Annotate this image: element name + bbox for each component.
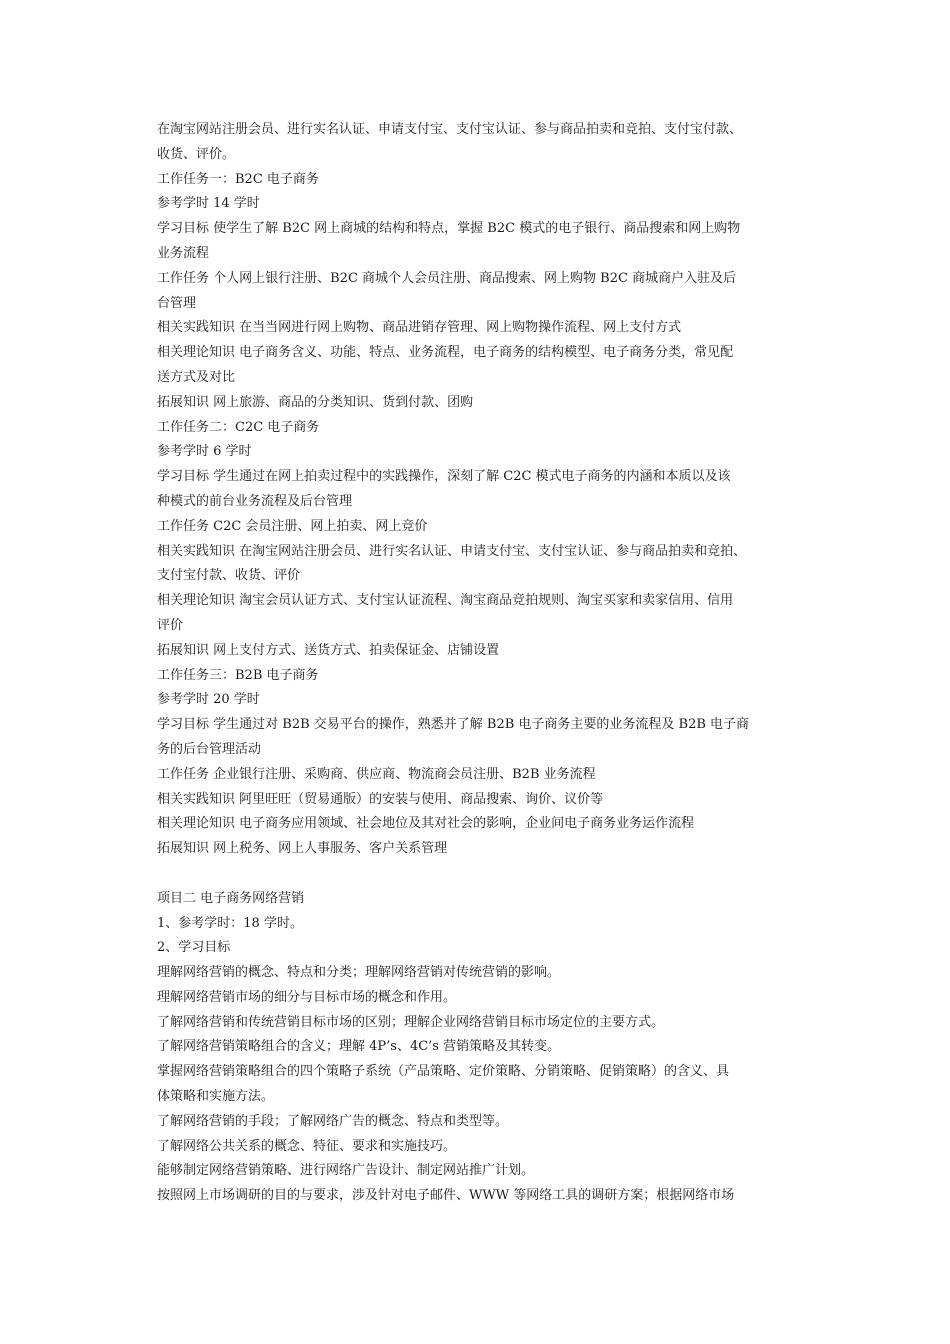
- text-line: 务的后台管理活动: [157, 741, 262, 757]
- text-line: 1、参考学时：18 学时。: [157, 915, 303, 931]
- text-line: 能够制定网络营销策略、进行网络广告设计、制定网站推广计划。: [157, 1163, 535, 1179]
- text-line: 工作任务一：B2C 电子商务: [157, 171, 319, 187]
- section-project-two: [157, 887, 797, 1209]
- text-line: 拓展知识 网上旅游、商品的分类知识、货到付款、团购: [157, 394, 474, 410]
- text-line: 工作任务二：C2C 电子商务: [157, 419, 320, 435]
- text-line: 理解网络营销的概念、特点和分类；理解网络营销对传统营销的影响。: [157, 965, 561, 981]
- text-line: 相关理论知识 电子商务含义、功能、特点、业务流程，电子商务的结构模型、电子商务分类，常见配: [157, 345, 734, 361]
- text-line: 相关理论知识 淘宝会员认证方式、支付宝认证流程、淘宝商品竞拍规则、淘宝买家和卖家信用、信用: [157, 593, 734, 609]
- section-project-one-tasks: [157, 118, 797, 862]
- document-body: [157, 118, 797, 1209]
- text-line: 了解网络营销和传统营销目标市场的区别；理解企业网络营销目标市场定位的主要方式。: [157, 1014, 665, 1030]
- text-line: 评价: [157, 617, 184, 633]
- text-line: 拓展知识 网上支付方式、送货方式、拍卖保证金、店铺设置: [157, 642, 500, 658]
- text-line: 学习目标 学生通过在网上拍卖过程中的实践操作，深刻了解 C2C 模式电子商务的内涵和本质以及该: [157, 469, 731, 485]
- text-line: 收货、评价。: [157, 146, 236, 162]
- text-line: 工作任务 C2C 会员注册、网上拍卖、网上竞价: [157, 518, 428, 534]
- text-line: 相关实践知识 阿里旺旺（贸易通版）的安装与使用、商品搜索、询价、议价等: [157, 791, 604, 807]
- text-line: 按照网上市场调研的目的与要求，涉及针对电子邮件、WWW 等网络工具的调研方案；根据网络市场: [157, 1188, 735, 1204]
- text-line: 相关实践知识 在当当网进行网上购物、商品进销存管理、网上购物操作流程、网上支付方式: [157, 320, 682, 336]
- text-line: 业务流程: [157, 245, 210, 261]
- text-line: 参考学时 20 学时: [157, 692, 260, 708]
- text-line: 工作任务三：B2B 电子商务: [157, 667, 319, 683]
- text-line: 学习目标 学生通过对 B2B 交易平台的操作，熟悉并了解 B2B 电子商务主要的业务流程及 B2B 电子商: [157, 717, 750, 733]
- text-line: 体策略和实施方法。: [157, 1089, 275, 1105]
- text-line: 拓展知识 网上税务、网上人事服务、客户关系管理: [157, 841, 448, 857]
- text-line: 了解网络营销的手段；了解网络广告的概念、特点和类型等。: [157, 1113, 509, 1129]
- text-line: 了解网络营销策略组合的含义；理解 4P’s、4C’s 营销策略及其转变。: [157, 1039, 561, 1055]
- text-line: 参考学时 14 学时: [157, 196, 260, 212]
- text-line: 在淘宝网站注册会员、进行实名认证、申请支付宝、支付宝认证、参与商品拍卖和竞拍、支付宝付款、: [157, 122, 743, 137]
- text-line: 掌握网络营销策略组合的四个策略子系统（产品策略、定价策略、分销策略、促销策略）的含义、具: [157, 1064, 730, 1080]
- text-line: 工作任务 个人网上银行注册、B2C 商城个人会员注册、商品搜索、网上购物 B2C 商城商户入驻及后: [157, 270, 737, 286]
- text-line: 理解网络营销市场的细分与目标市场的概念和作用。: [157, 989, 457, 1005]
- text-line: 学习目标 使学生了解 B2C 网上商城的结构和特点，掌握 B2C 模式的电子银行、商品搜索和网上购物: [157, 221, 741, 237]
- text-line: 支付宝付款、收货、评价: [157, 568, 301, 584]
- text-line: 2、学习目标: [157, 940, 231, 956]
- text-line: 工作任务 企业银行注册、采购商、供应商、物流商会员注册、B2B 业务流程: [157, 766, 596, 782]
- paragraph-gap: [157, 862, 797, 887]
- text-line: 相关实践知识 在淘宝网站注册会员、进行实名认证、申请支付宝、支付宝认证、参与商品拍卖和竞拍、: [157, 543, 747, 559]
- text-line: 台管理: [157, 295, 197, 311]
- text-line: 了解网络公共关系的概念、特征、要求和实施技巧。: [157, 1138, 457, 1154]
- text-line: 种模式的前台业务流程及后台管理: [157, 493, 353, 509]
- text-line: 相关理论知识 电子商务应用领域、社会地位及其对社会的影响，企业间电子商务业务运作流程: [157, 816, 695, 832]
- text-line: 参考学时 6 学时: [157, 444, 252, 460]
- text-line: 送方式及对比: [157, 369, 236, 385]
- text-line: 项目二 电子商务网络营销: [157, 890, 305, 906]
